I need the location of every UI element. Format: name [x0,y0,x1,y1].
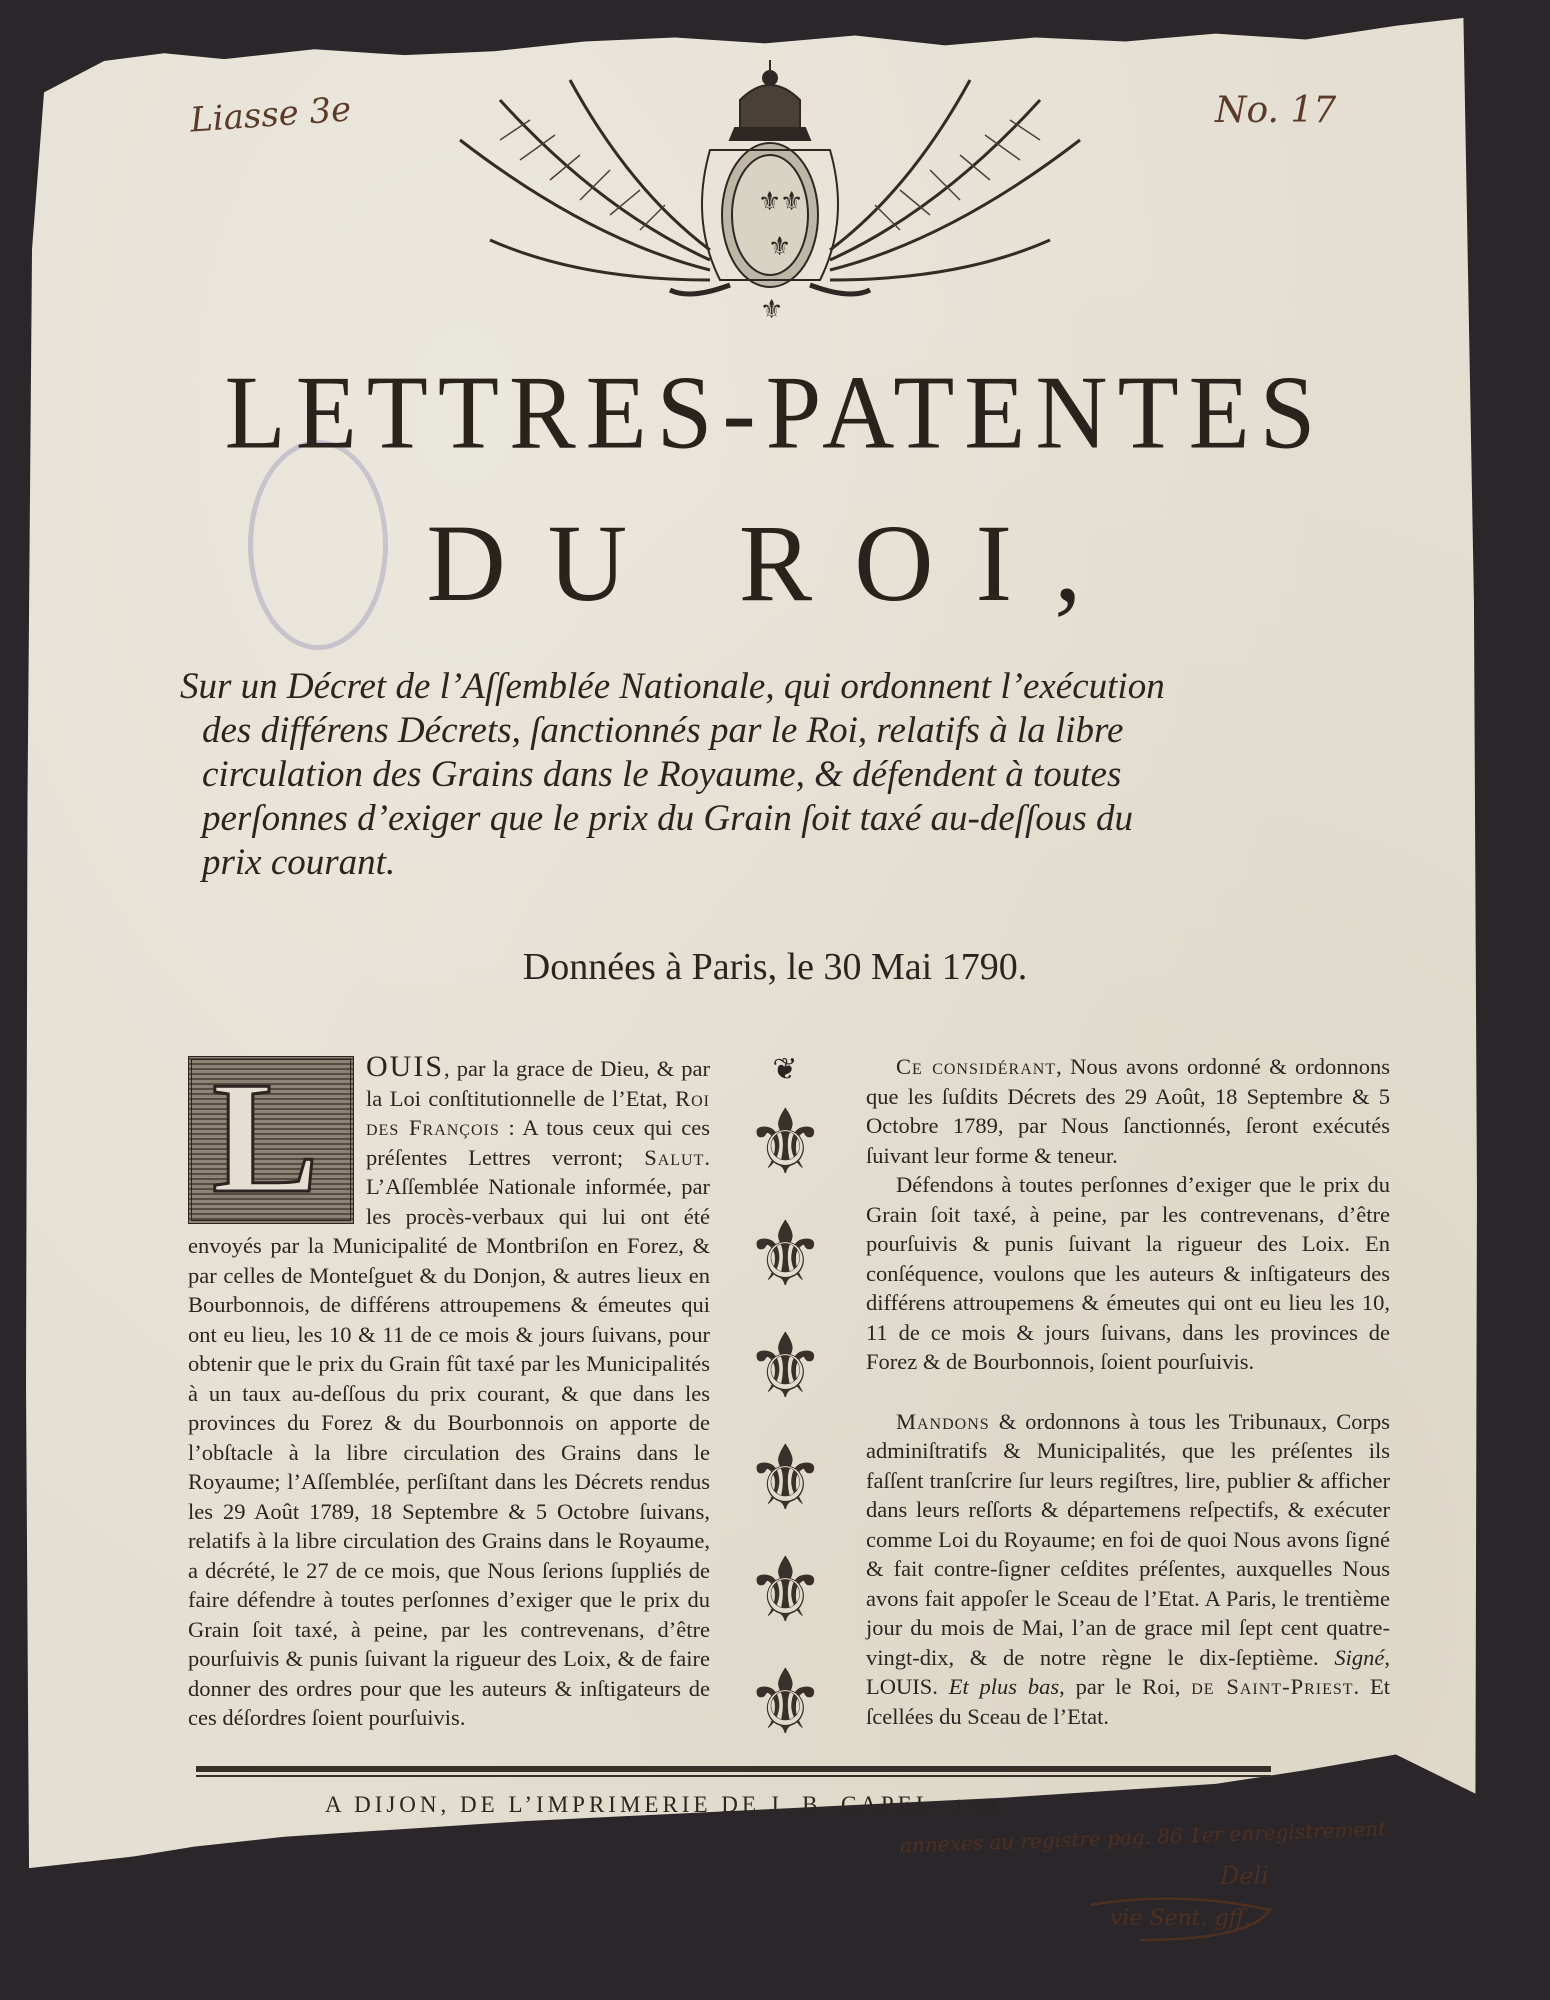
subtitle-line: prix courant. [202,842,396,883]
printer-imprint: A DIJON, DE L’IMPRIMERIE DE J. B. CAPEL. 1790. [325,1792,1002,1817]
left-paragraph: OUIS, par la grace de Dieu, & par la Loi conſtitutionnelle de l’Etat, Roi des François : A tous ceux qui ces préſentes Lettres verront; Salut. L’Aſſemblée Nationale informée, par les procès-verbaux qui lui ont été envoyés par la Municipalité de Montbriſon en Forez, & par celles de Monteſguet & du Donjon, & autres lieux en Bourbonnois, de différens attroupemens & émeutes qui ont eu lieu, les 10 & 11 de ce mois & jours ſuivans, pour obtenir que le prix du Grain fût taxé par les Municipalités à un taux au-deſſous du prix courant, & que dans les provinces du Forez & du Bourbonnois on apporte de l’obſtacle à la libre circulation des Grains dans le Royaume; l’Aſſemblée, perſiſtant dans les Décrets rendus les 29 Août 1789, 18 Septembre & 5 Octobre ſuivans, relatifs à la libre circulation des Grains dans le Royaume, a décrété, le 27 de ce mois, que Nous ſerions ſuppliés de faire défendre à toutes perſonnes d’exiger que le prix du Grain ſoit taxé, à peine, par les contrevenans, d’être pourſuivis & punis ſuivant la rigueur des Loix, & de faire donner des ordres pour que les auteurs & inſtigateurs de ces déſordres ſoient pourſuivis. [188,1050,710,1730]
subtitle-line: perſonnes d’exiger que le prix du Grain ſoit taxé au-deſſous du [202,798,1133,839]
left-column [188,1048,710,1733]
right-column [866,1052,1390,1731]
fleur-de-lis-icon: ⚜ [745,1094,826,1193]
svg-text:⚜: ⚜ [780,187,804,216]
ornament-icon: ❦ [772,1053,798,1086]
handwritten-registry-note: annexes au registre pag. 86 1er enregistrement [899,1816,1387,1858]
right-paragraph-1: Ce considérant, Nous avons ordonné & ordonnons que les ſuſdits Décrets des 29 Août, 18 Septembre & 5 Octobre 1789, par Nous ſanctionnés, ſeront exécutés ſuivant leur forme & teneur. [866,1054,1391,1168]
handwritten-number: No. 17 [1215,90,1337,131]
fleur-de-lis-icon: ⚜ [745,1654,826,1753]
subtitle-line: des différens Décrets, ſanctionnés par le Roi, relatifs à la libre [202,710,1124,751]
handwritten-liasse: Liasse 3e [188,89,353,141]
fleur-de-lis-icon: ⚜ [745,1206,826,1305]
svg-text:⚜: ⚜ [760,295,784,320]
fleur-de-lis-column [745,1052,826,1753]
divider-rule-thin [196,1775,1271,1777]
right-paragraph-3: Mandons & ordonnons à tous les Tribunaux, Corps adminiſtratifs & Municipalités, que les préſentes ils faſſent tranſcrire ſur leurs regiſtres, lire, publier & afficher dans leurs reſſorts & départemens reſpectifs, & exécuter comme Loi du Royaume; en foi de quoi Nous avons ſigné & fait contre-ſigner ceſdites préſentes, auxquelles Nous avons fait appoſer le Sceau de l’Etat. A Paris, le trentième jour du mois de Mai, l’an de grace mil ſept cent quatre-vingt-dix, & de notre règne le dix-ſeptième. Signé, LOUIS. Et plus bas, par le Roi, de Saint-Priest. Et ſcellées du Sceau de l’Etat. [866,1408,1390,1729]
imprint-year: 1790. [953,1796,1002,1817]
svg-text:⚜: ⚜ [768,232,792,261]
svg-text:⚜: ⚜ [758,187,782,216]
subtitle-line: Sur un Décret de l’Aſſemblée Nationale, qui ordonnent l’exécution [180,666,1165,707]
title-lettres-patentes: LETTRES-PATENTES [224,354,1326,471]
given-at-date: Données à Paris, le 30 Mai 1790. [522,946,1028,988]
handwritten-signature: Deli [1220,1862,1269,1890]
fleur-de-lis-icon: ⚜ [745,1318,826,1417]
right-paragraph-2: Défendons à toutes perſonnes d’exiger que le prix du Grain ſoit taxé, à peine, par les contrevenans, d’être pourſuivis & punis ſuivant la rigueur des Loix. En conſéquence, voulons que les auteurs & inſtigateurs des différens attroupemens & émeutes qui ont eu lieu les 10, 11 de ce mois & jours ſuivans, dans les provinces de Forez & de Bourbonnois, ſoient pourſuivis. [866,1172,1390,1374]
title-du-roi: DU ROI, [426,502,1124,624]
subtitle-line: circulation des Grains dans le Royaume, & défendent à toutes [202,754,1122,795]
fleur-de-lis-icon: ⚜ [745,1542,826,1641]
decorated-initial-icon: L [188,1056,354,1224]
divider-rule [196,1766,1271,1772]
royal-coat-of-arms-icon [440,40,1100,320]
handwritten-clerk-note: vie Sent. gff. [1110,1906,1252,1931]
subtitle [180,665,1380,885]
fleur-de-lis-icon: ⚜ [745,1430,826,1529]
